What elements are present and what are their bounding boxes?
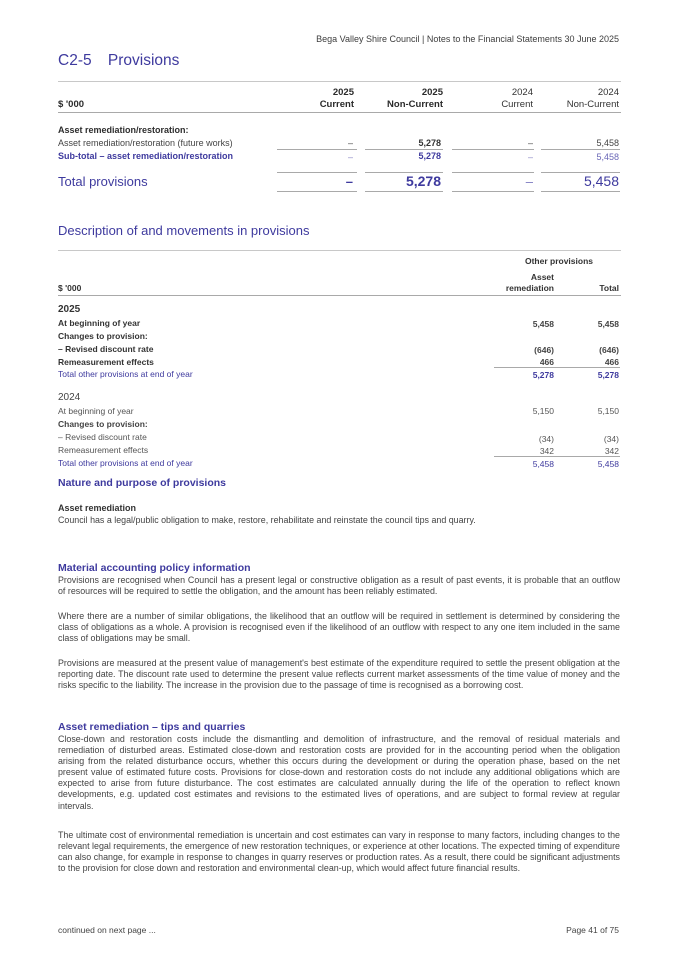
remediation-paragraph-2: The ultimate cost of environmental remediation is uncertain and cost estimates can vary in response to many factors, including changes to the relevant legal requirements, the emergence of new restoration techniques, or experience at other locations. The expected timing of expenditure can also change, for example in response to changes in quarry reserves or production rates. As a result, there could be significant adjustments to the provision for close down and restoration and environmental clean-up, which would affect future financial results. (58, 830, 620, 874)
cell-rule (452, 149, 534, 150)
unit-label: $ '000 (58, 99, 85, 110)
section-title-text: Provisions (107, 52, 180, 69)
row-total-value: 5,278 (597, 370, 619, 380)
subtotal-value: – (527, 152, 533, 162)
row-value: 5,150 (597, 406, 619, 416)
running-header: Bega Valley Shire Council | Notes to the Financial Statements 30 June 2025 (316, 34, 619, 44)
sum-rule (494, 367, 620, 368)
row-label: Remeasurement effects (58, 357, 154, 367)
page-number: Page 41 of 75 (566, 925, 619, 935)
row-value: 5,150 (532, 406, 554, 416)
row-value: 5,458 (597, 319, 619, 329)
header-bottom-rule (58, 112, 621, 113)
row-value: 342 (604, 446, 619, 456)
col-header-year-1: 2025 (332, 87, 354, 98)
policy-paragraph-2: Where there are a number of similar obligations, the likelihood that an outflow will be required in settlement is determined by considering the class of obligations as a whole. A provision is recognised even if the likelihood of an outflow with respect to any one item included in the same class of obligations may be small. (58, 611, 620, 644)
cell-rule (452, 191, 534, 192)
subtotal-value: 5,458 (596, 152, 619, 162)
policy-heading: Material accounting policy information (58, 562, 251, 574)
row-total-value: 5,458 (532, 459, 554, 469)
row-value: – (527, 138, 533, 148)
row-value: 5,458 (596, 138, 619, 148)
cell-rule (541, 149, 620, 150)
col-header-type-4: Non-Current (566, 99, 619, 110)
total-value: 5,278 (405, 173, 441, 189)
row-label: Changes to provision: (58, 331, 148, 341)
row-label: – Revised discount rate (58, 432, 147, 442)
col-header-year-4: 2024 (597, 87, 619, 98)
remediation-paragraph-1: Close-down and restoration costs include the dismantling and demolition of infrastructure, and the removal of residual materials and remediation of disturbed areas. Estimated close-down and restoration costs are provided for in the accounting period when the obligation arising from the related disturbance occurs, whether this occurs during the development or during the operation phase, based on the net present value of estimated future costs. Provisions for close-down and restoration costs do not include any additional obligations which are expected to arise from future disturbance. The cost estimates are calculated annually during the life of the operation to reflect known developments, e.g. updated cost estimates and revisions to the estimated lives of operations, and are subject to formal review at regular intervals. (58, 734, 620, 811)
policy-paragraph-1: Provisions are recognised when Council has a present legal or constructive obligation as a result of past events, it is probable that an outflow of resources will be required to settle the obligation, and the amount has been reliably estimated. (58, 575, 620, 597)
year-heading-2025: 2025 (58, 304, 81, 315)
table-top-rule (58, 81, 621, 82)
row-value: 5,278 (418, 138, 441, 148)
nature-heading: Nature and purpose of provisions (58, 477, 227, 489)
unit-label: $ '000 (58, 283, 82, 293)
sum-rule (494, 456, 620, 457)
nature-text: Council has a legal/public obligation to make, restore, rehabilitate and reinstate the council tips and quarry. (58, 515, 476, 525)
subtotal-value: – (347, 152, 353, 162)
row-label: At beginning of year (58, 318, 141, 328)
col-header-type-2: Non-Current (387, 99, 443, 110)
group-header: Other provisions (524, 256, 593, 266)
col-header-year-3: 2024 (511, 87, 533, 98)
row-label: Changes to provision: (58, 419, 148, 429)
row-value: 342 (539, 446, 554, 456)
row-value: 5,458 (532, 319, 554, 329)
row-value: – (347, 138, 353, 148)
section-number: C2-5 (58, 52, 92, 69)
cell-rule (277, 149, 357, 150)
row-label: – Revised discount rate (58, 344, 154, 354)
header-bottom-rule (58, 295, 621, 296)
row-total-label: Total other provisions at end of year (58, 369, 193, 379)
total-value: 5,458 (583, 173, 619, 189)
subtotal-value: 5,278 (418, 151, 441, 161)
col-header-year-2: 2025 (421, 87, 443, 98)
col-header-asset: Asset (530, 272, 554, 282)
cell-rule (277, 191, 357, 192)
cell-rule (365, 149, 443, 150)
movements-heading: Description of and movements in provisions (58, 223, 310, 238)
continued-note: continued on next page ... (58, 925, 156, 935)
row-total-value: 5,458 (597, 459, 619, 469)
group-heading: Asset remediation/restoration: (58, 125, 189, 135)
remediation-heading: Asset remediation – tips and quarries (58, 721, 246, 733)
row-total-value: 5,278 (532, 370, 554, 380)
cell-rule (452, 172, 534, 173)
total-label: Total provisions (58, 174, 148, 189)
row-label: At beginning of year (58, 406, 134, 416)
row-value: (646) (534, 345, 554, 355)
col-header-type-3: Current (501, 99, 533, 110)
section-title (58, 52, 179, 70)
row-value: (34) (603, 434, 619, 444)
year-heading-2024: 2024 (58, 392, 81, 403)
cell-rule (541, 191, 620, 192)
row-label: Asset remediation/restoration (future works) (58, 138, 233, 148)
subtotal-label: Sub-total – asset remediation/restoration (58, 151, 234, 161)
cell-rule (277, 172, 357, 173)
row-label: Remeasurement effects (58, 445, 149, 455)
col-header-remediation: remediation (505, 283, 554, 293)
row-value: 466 (604, 357, 619, 367)
row-value: (646) (599, 345, 619, 355)
table-top-rule (58, 250, 621, 251)
nature-subheading: Asset remediation (58, 503, 137, 513)
cell-rule (365, 191, 443, 192)
row-value: (34) (538, 434, 554, 444)
total-value: – (345, 174, 353, 189)
col-header-type-1: Current (319, 99, 354, 110)
col-header-total: Total (599, 283, 619, 293)
policy-paragraph-3: Provisions are measured at the present value of management's best estimate of the expenditure required to settle the present obligation at the reporting date. The discount rate used to determine the present value reflects current market assessments of the time value of money and the risks specific to the liability. The increase in the provision due to the passage of time is recognised as a borrowing cost. (58, 658, 620, 691)
total-value: – (525, 174, 533, 189)
row-value: 466 (539, 357, 554, 367)
row-total-label: Total other provisions at end of year (58, 458, 193, 468)
